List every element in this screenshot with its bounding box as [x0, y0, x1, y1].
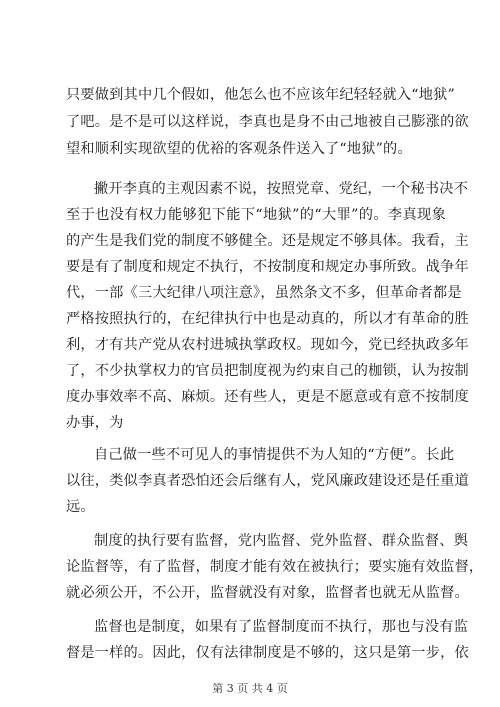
paragraph-start-line: 制度的执行要有监督，党内监督、党外监督、群众监督、舆 [94, 533, 469, 549]
text-line: 了吧。是不是可以这样说，李真也是身不由己地被自己膨涨的欲 [66, 114, 469, 130]
text-line: 的产生是我们党的制度不够健全。还是规定不够具体。我看，主 [66, 233, 469, 249]
text-line: 望和顺利实现欲望的优裕的客观条件送入了“地狱”的。 [66, 141, 412, 157]
text-line: 就必须公开，不公开，监督就没有对象，监督者也就无从监督。 [66, 585, 469, 601]
text-line: 只要做到其中几个假如，他怎么也不应该年纪轻轻就入“地狱” [66, 87, 455, 103]
text-line: 以往，类似李真者恐怕还会后继有人，党风廉政建设还是任重道 [66, 473, 469, 489]
text-line: 了，不少执掌权力的官员把制度视为约束自己的枷锁，认为按制 [66, 363, 469, 379]
paragraph-start-line: 撇开李真的主观因素不说，按照党章、党纪，一个秘书决不 [94, 181, 469, 197]
text-line: 远。 [66, 499, 95, 515]
text-line: 要是有了制度和规定不执行，不按制度和规定办事所致。战争年 [66, 259, 469, 275]
text-line: 利，才有共产党从农村进城执掌政权。现如今，党已经执政多年 [66, 337, 469, 353]
text-line: 督是一样的。因此，仅有法律制度是不够的，这只是第一步，依 [66, 645, 469, 661]
text-line: 至于也没有权力能够犯下能下“地狱”的“大罪”的。李真现象 [66, 207, 446, 223]
page-footer: 第 3 页 共 4 页 [212, 682, 288, 695]
text-line: 严格按照执行的，在纪律执行中也是动真的，所以才有革命的胜 [66, 311, 469, 327]
text-line: 度办事效率不高、麻烦。还有些人，更是不愿意或有意不按制度 [66, 389, 469, 405]
paragraph-start-line: 自己做一些不可见人的事情提供不为人知的“方便”。长此 [94, 447, 455, 463]
paragraph-start-line: 监督也是制度，如果有了监督制度而不执行，那也与没有监 [94, 619, 469, 635]
text-line: 代，一部《三大纪律八项注意》，虽然条文不多，但革命者都是 [66, 285, 462, 301]
text-line: 办事，为 [66, 415, 124, 431]
text-line: 论监督等，有了监督，制度才能有效在被执行；要实施有效监督， [66, 559, 484, 575]
